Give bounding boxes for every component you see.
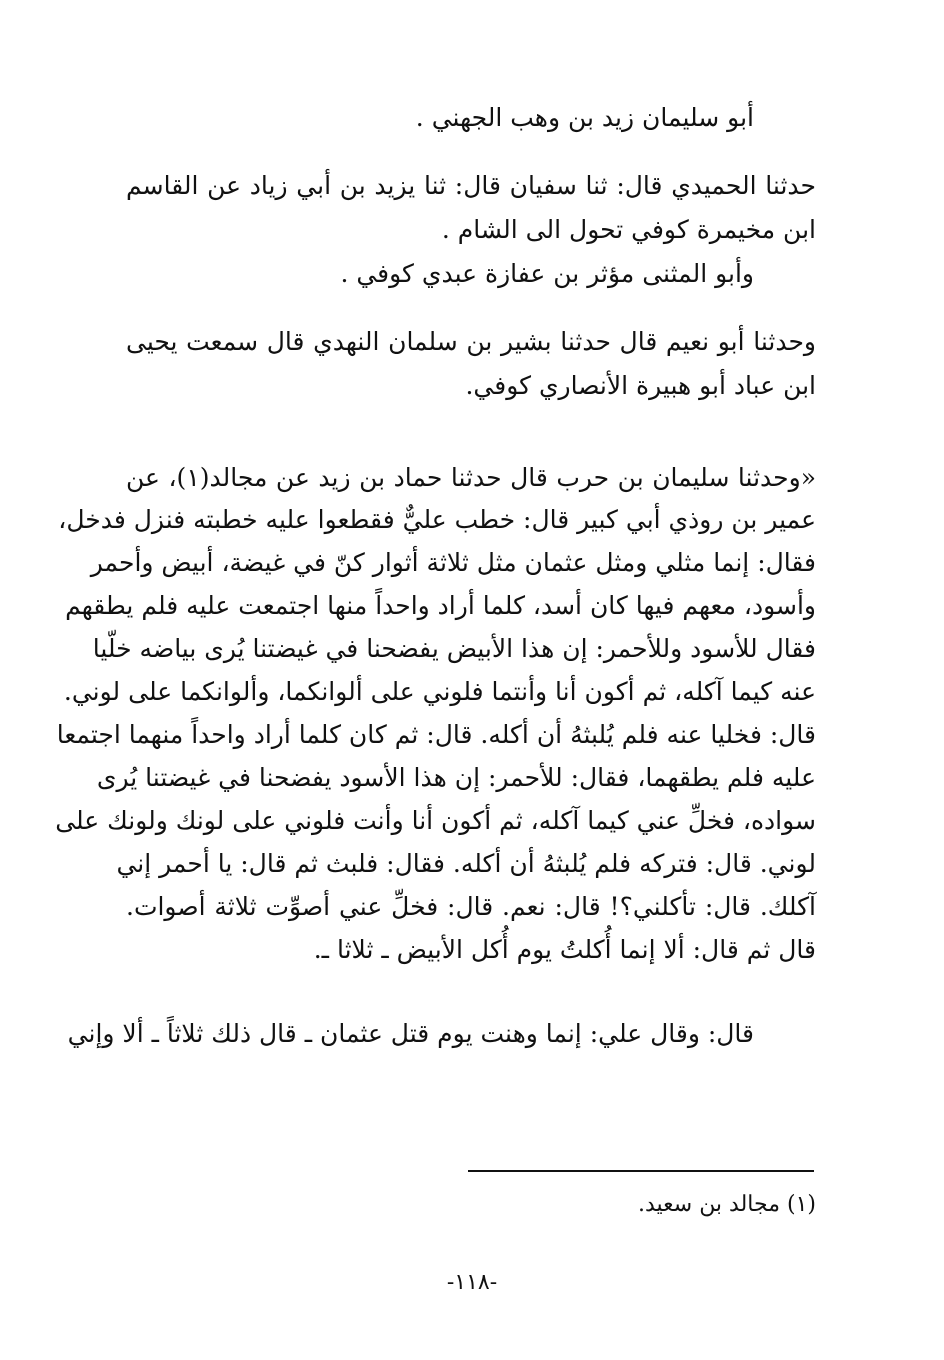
text-line: وأبو المثنى مؤثر بن عفازة عبدي كوفي . — [340, 259, 754, 288]
text-line: عنه كيما آكله، ثم أكون أنا وأنتما فلوني على ألوانكما، وألوانكما على لوني. — [63, 677, 816, 706]
text-line: عليه فلم يطقهما، فقال: للأحمر: إن هذا الأسود يفضحنا في غيضتنا يُرى — [96, 763, 816, 792]
text-line: وحدثنا أبو نعيم قال حدثنا بشير بن سلمان النهدي قال سمعت يحيى — [126, 327, 816, 356]
footnote-divider — [468, 1170, 814, 1172]
text-line: سواده، فخلِّ عني كيما آكله، ثم أكون أنا وأنت فلوني على لونك ولونك على — [55, 806, 816, 835]
text-line: قال: وقال علي: إنما وهنت يوم قتل عثمان ـ قال ذلك ثلاثاً ـ ألا وإني — [67, 1019, 754, 1048]
text-line: ابن عباد أبو هبيرة الأنصاري كوفي. — [465, 371, 816, 400]
text-line: حدثنا الحميدي قال: ثنا سفيان قال: ثنا يزيد بن أبي زياد عن القاسم — [126, 171, 816, 200]
text-line: فقال: إنما مثلي ومثل عثمان مثل ثلاثة أثوار كنّ في غيضة، أبيض وأحمر — [90, 548, 816, 577]
text-line: آكلك. قال: تأكلني؟! قال: نعم. قال: فخلِّ عني أصوِّت ثلاثة أصوات. — [126, 892, 816, 921]
text-line: فقال للأسود وللأحمر: إن هذا الأبيض يفضحنا في غيضتنا يُرى بياضه خلّيا — [92, 634, 816, 663]
footnote: (١) مجالد بن سعيد. — [637, 1192, 816, 1217]
text-line: وأسود، معهم فيها كان أسد، كلما أراد واحداً منها اجتمعت عليه فلم يطقهم — [65, 591, 816, 620]
text-line: «وحدثنا سليمان بن حرب قال حدثنا حماد بن زيد عن مجالد(١)، عن — [126, 463, 816, 492]
text-line: ابن مخيمرة كوفي تحول الى الشام . — [441, 215, 816, 244]
text-line: عمير بن روذي أبي كبير قال: خطب عليٌّ فقطعوا عليه خطبته فنزل فدخل، — [58, 505, 816, 534]
text-line: أبو سليمان زيد بن وهب الجهني . — [415, 103, 754, 132]
text-line: لوني. قال: فتركه فلم يُلبثهُ أن أكله. فقال: فلبث ثم قال: يا أحمر إني — [116, 849, 816, 878]
page-number: -١١٨- — [446, 1270, 498, 1295]
text-line: قال ثم قال: ألا إنما أُكلتُ يوم أُكل الأبيض ـ ثلاثا ـ. — [313, 935, 816, 964]
text-line: قال: فخليا عنه فلم يُلبثهُ أن أكله. قال: ثم كان كلما أراد واحداً منهما اجتمعا — [56, 720, 816, 749]
